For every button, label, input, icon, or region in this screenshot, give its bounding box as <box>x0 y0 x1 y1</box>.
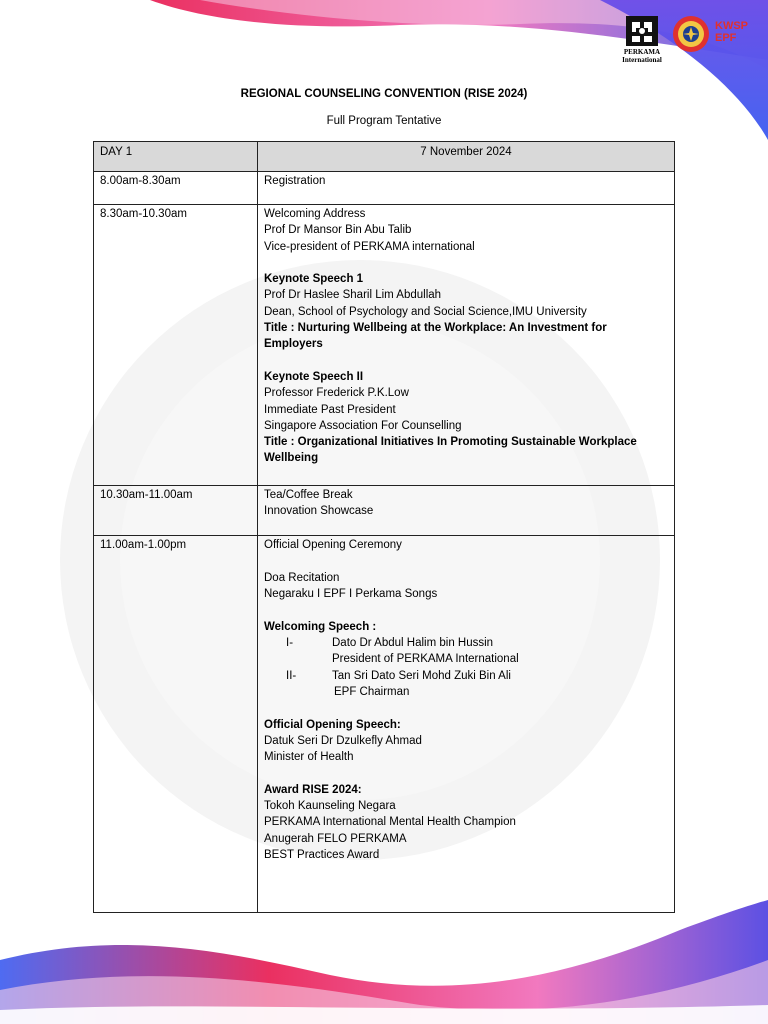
epf-text: EPF <box>715 32 737 44</box>
award-item: BEST Practices Award <box>264 848 380 861</box>
perkama-logo <box>619 14 665 64</box>
speaker-name: Dato Dr Abdul Halim bin Hussin <box>332 637 494 650</box>
kwsp-logo <box>671 14 748 54</box>
speaker-role: Immediate Past President <box>264 403 396 416</box>
talk-title-text: Organizational Initiatives In Promoting Sustainable Workplace Wellbeing <box>264 436 637 465</box>
keynote-title: Keynote Speech 1 <box>264 273 364 286</box>
activity-text: Official Opening Ceremony <box>264 539 402 552</box>
table-row <box>94 485 675 536</box>
activity-cell <box>258 172 675 205</box>
talk-title <box>264 434 668 467</box>
day-label: DAY 1 <box>94 142 258 172</box>
speaker-name: Tan Sri Dato Seri Mohd Zuki Bin Ali <box>332 669 511 682</box>
program-table <box>93 141 675 913</box>
kwsp-text: KWSP <box>715 20 748 32</box>
time-cell: 10.30am-11.00am <box>94 485 258 536</box>
award-item: Anugerah FELO PERKAMA <box>264 832 407 845</box>
speaker-name: Datuk Seri Dr Dzulkefly Ahmad <box>264 734 422 747</box>
perkama-emblem-icon <box>624 14 660 48</box>
activity-cell <box>258 536 675 913</box>
talk-title <box>264 320 668 353</box>
speaker-name: Prof Dr Haslee Sharil Lim Abdullah <box>264 289 442 302</box>
time-cell: 8.00am-8.30am <box>94 172 258 205</box>
speaker-role: Dean, School of Psychology and Social Science,IMU University <box>264 305 587 318</box>
talk-title-text: Nurturing Wellbeing at the Workplace: An Investment for Employers <box>264 322 607 351</box>
activity-text: Innovation Showcase <box>264 505 374 518</box>
award-item: PERKAMA International Mental Health Champion <box>264 816 516 829</box>
header-logos <box>619 14 748 64</box>
page-title: REGIONAL COUNSELING CONVENTION (RISE 2024) <box>240 88 528 100</box>
time-cell: 8.30am-10.30am <box>94 205 258 486</box>
kwsp-logo-text <box>715 14 748 44</box>
talk-title-prefix: Title : <box>264 436 298 449</box>
activity-text: Tea/Coffee Break <box>264 488 353 501</box>
activity-text: Doa Recitation <box>264 571 340 584</box>
activity-text: Registration <box>264 175 326 187</box>
kwsp-emblem-icon <box>671 14 711 54</box>
speaker-role: Singapore Association For Counselling <box>264 419 462 432</box>
speaker-role: President of PERKAMA International <box>332 653 519 666</box>
speaker-entry <box>264 668 668 701</box>
keynote-title: Keynote Speech II <box>264 370 364 383</box>
speaker-entry <box>264 635 668 668</box>
activity-text: Welcoming Address <box>264 208 366 220</box>
award-item: Tokoh Kaunseling Negara <box>264 800 396 813</box>
speaker-name: Prof Dr Mansor Bin Abu Talib <box>264 224 412 237</box>
table-row <box>94 172 675 205</box>
table-header-row <box>94 142 675 172</box>
table-row <box>94 205 675 486</box>
speaker-number: I- <box>286 637 294 650</box>
section-heading: Award RISE 2024: <box>264 783 362 796</box>
activity-cell <box>258 485 675 536</box>
speaker-role: Vice-president of PERKAMA international <box>264 240 475 253</box>
talk-title-prefix: Title : <box>264 322 298 335</box>
table-row <box>94 536 675 913</box>
section-heading: Welcoming Speech : <box>264 620 377 633</box>
section-heading: Official Opening Speech: <box>264 718 401 731</box>
date-label: 7 November 2024 <box>258 142 675 172</box>
activity-cell <box>258 205 675 486</box>
time-cell: 11.00am-1.00pm <box>94 536 258 913</box>
speaker-number: II- <box>286 669 297 682</box>
activity-text: Negaraku I EPF I Perkama Songs <box>264 588 438 601</box>
page-subtitle: Full Program Tentative <box>326 115 442 127</box>
speaker-name: Professor Frederick P.K.Low <box>264 387 409 400</box>
speaker-role: Minister of Health <box>264 751 354 764</box>
perkama-logo-text: PERKAMA International <box>622 48 662 64</box>
speaker-role: EPF Chairman <box>334 686 410 699</box>
